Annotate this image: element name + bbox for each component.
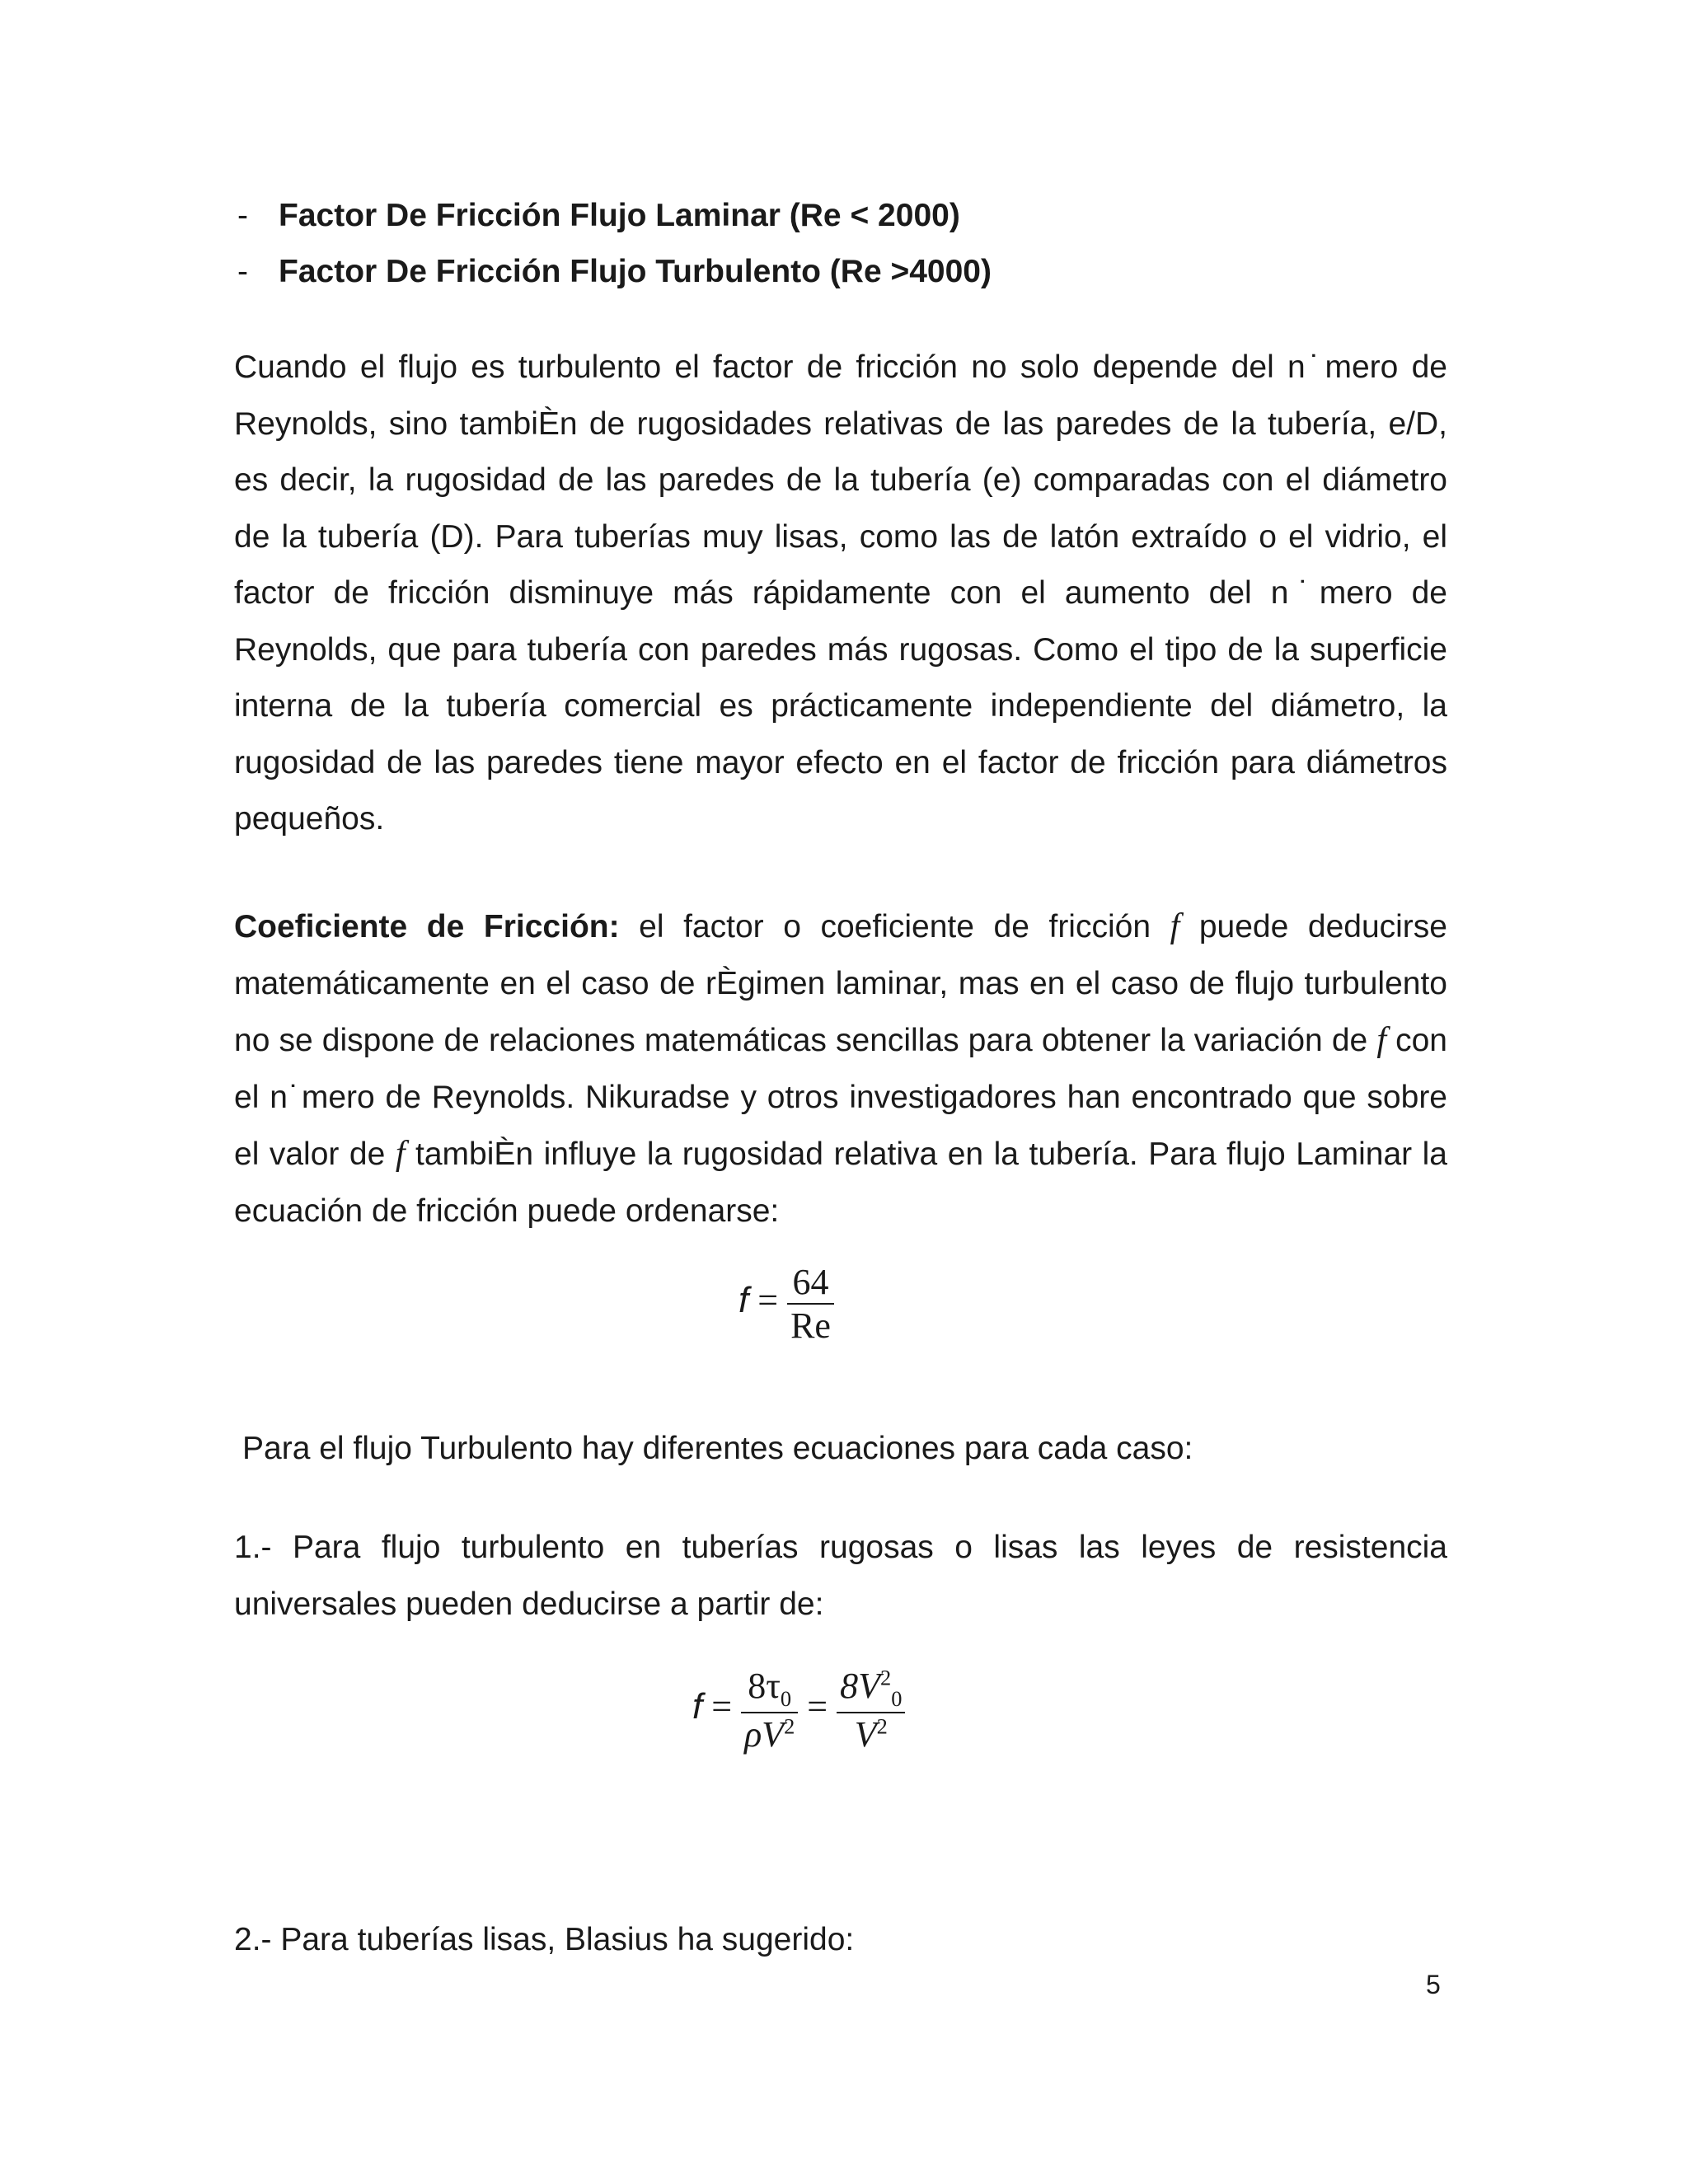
fraction xyxy=(787,1261,834,1347)
symbol-f: f xyxy=(1376,1021,1387,1059)
paragraph-segment: tambiÈn influye la rugosidad relativa en la tubería. Para flujo Laminar la ecuación de fricción puede ordenarse: xyxy=(234,1137,1447,1229)
fraction-1 xyxy=(741,1665,798,1755)
numerator xyxy=(741,1665,798,1713)
page-number: 5 xyxy=(1426,1970,1441,1999)
formula-equals: = xyxy=(807,1686,828,1727)
bullet-marker: - xyxy=(237,254,248,289)
fraction-2 xyxy=(837,1665,905,1755)
bullet-text: Factor De Fricción Flujo Turbulento (Re >4000) xyxy=(279,254,992,289)
formula-lhs: f xyxy=(738,1280,749,1321)
formula-turbulent xyxy=(692,1665,905,1755)
num-term: 8τ xyxy=(748,1666,781,1706)
num-term: 8V xyxy=(840,1666,880,1706)
bullet-marker: - xyxy=(237,198,248,233)
formula-laminar xyxy=(738,1261,834,1347)
formula-equals: = xyxy=(711,1686,733,1727)
symbol-f: f xyxy=(1170,907,1180,945)
paragraph-segment: el factor o coeficiente de fricción xyxy=(619,909,1170,944)
den-term: ρV xyxy=(744,1713,785,1755)
subscript: 0 xyxy=(891,1685,903,1711)
superscript: 2 xyxy=(879,1665,892,1690)
bullet-item-turbulent xyxy=(237,244,992,300)
denominator: Re xyxy=(790,1305,831,1346)
paragraph-lead: Coeficiente de Fricción: xyxy=(234,909,620,944)
paragraph-universal-laws: 1.- Para flujo turbulento en tuberías rugosas o lisas las leyes de resistencia universales pueden deducirse a partir de: xyxy=(234,1530,1447,1622)
formula-lhs: f xyxy=(692,1686,703,1727)
bullet-text: Factor De Fricción Flujo Laminar (Re < 2000) xyxy=(279,198,960,233)
bullet-list xyxy=(237,188,992,300)
paragraph-friction-coefficient xyxy=(234,898,1447,1240)
paragraph-segment: puede deducirse matemáticamente en el caso de rÈgimen laminar, mas en el caso de flujo turbulento no se dispone de relaciones matemáticas sencillas para obtener la variación de xyxy=(234,909,1447,1058)
bullet-item-laminar xyxy=(237,188,992,244)
turbulent-intro-line: Para el flujo Turbulento hay diferentes ecuaciones para cada caso: xyxy=(242,1431,1193,1466)
paragraph-turbulent-friction: Cuando el flujo es turbulento el factor de fricción no solo depende del n˙mero de Reynolds, sino tambiÈn de rugosidades relativas de las paredes de la tubería, e/D, es decir, la rugosidad de las paredes de la tubería (e) comparadas con el diámetro de la tubería (D). Para tuberías muy lisas, como las de latón extraído o el vidrio, el factor de fricción disminuye más rápidamente con el aumento del n˙mero de Reynolds, que para tubería con paredes más rugosas. Como el tipo de la superficie interna de la tubería comercial es prácticamente independiente del diámetro, la rugosidad de las paredes tiene mayor efecto en el factor de fricción para diámetros pequeños. xyxy=(234,349,1447,837)
paragraph-segment: con el n˙mero de Reynolds. Nikuradse y otros investigadores han encontrado que sobre el valor de xyxy=(234,1023,1447,1172)
superscript: 2 xyxy=(784,1713,795,1739)
numerator: 64 xyxy=(787,1261,834,1305)
denominator xyxy=(741,1713,798,1755)
den-term: V xyxy=(854,1713,877,1755)
paragraph-blasius: 2.- Para tuberías lisas, Blasius ha sugerido: xyxy=(234,1922,855,1957)
subscript: 0 xyxy=(780,1685,792,1711)
numerator xyxy=(837,1665,905,1713)
symbol-f: f xyxy=(395,1135,406,1173)
denominator xyxy=(837,1713,905,1755)
superscript: 2 xyxy=(876,1713,888,1739)
formula-equals: = xyxy=(757,1280,779,1321)
